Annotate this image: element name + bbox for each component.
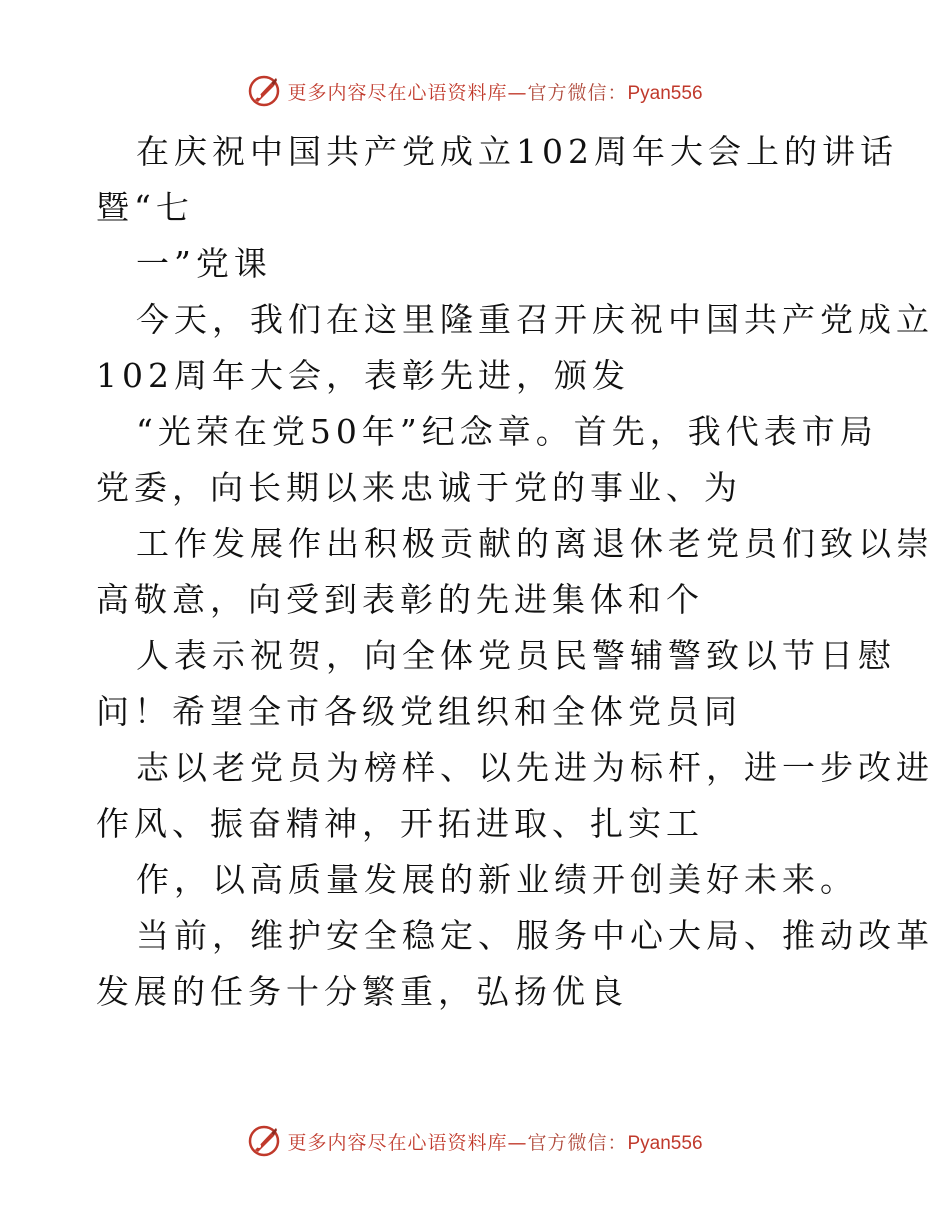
banner-separator: — bbox=[507, 1131, 528, 1154]
paragraph-line: 志以老党员为榜样、以先进为标杆，进一步改进 bbox=[136, 748, 934, 787]
document-title-line: 暨“七 bbox=[96, 188, 194, 227]
banner-official-label: 官方微信： bbox=[527, 81, 628, 104]
banner-wechat-id: Pyan556 bbox=[627, 1132, 703, 1154]
paragraph-line: 工作发展作出积极贡献的离退休老党员们致以崇 bbox=[136, 524, 934, 563]
paragraph-line: 发展的任务十分繁重，弘扬优良 bbox=[96, 972, 628, 1011]
footer-banner bbox=[0, 1121, 950, 1161]
paragraph-line: 党委，向长期以来忠诚于党的事业、为 bbox=[96, 468, 742, 507]
paragraph-line: 102周年大会，表彰先进，颁发 bbox=[96, 356, 630, 395]
banner-text bbox=[287, 1128, 702, 1155]
document-body bbox=[96, 124, 934, 1020]
banner-separator: — bbox=[507, 81, 528, 104]
banner-wechat-id: Pyan556 bbox=[627, 82, 703, 104]
banner-slogan: 更多内容尽在心语资料库 bbox=[287, 1131, 508, 1154]
quill-pen-logo-icon bbox=[247, 1124, 281, 1158]
paragraph-line: 问！希望全市各级党组织和全体党员同 bbox=[96, 692, 742, 731]
paragraph-line: 高敬意，向受到表彰的先进集体和个 bbox=[96, 580, 704, 619]
paragraph-line: 今天，我们在这里隆重召开庆祝中国共产党成立 bbox=[136, 300, 934, 339]
header-banner bbox=[0, 71, 950, 111]
banner-text bbox=[287, 78, 702, 105]
paragraph-line: 人表示祝贺，向全体党员民警辅警致以节日慰 bbox=[136, 636, 896, 675]
document-title-line: 在庆祝中国共产党成立102周年大会上的讲话 bbox=[136, 132, 898, 171]
paragraph-line: 作，以高质量发展的新业绩开创美好未来。 bbox=[136, 860, 858, 899]
document-title-line: 一”党课 bbox=[136, 244, 272, 283]
paragraph-line: 作风、振奋精神，开拓进取、扎实工 bbox=[96, 804, 704, 843]
quill-pen-logo-icon bbox=[247, 74, 281, 108]
paragraph-line: 当前，维护安全稳定、服务中心大局、推动改革 bbox=[136, 916, 934, 955]
banner-slogan: 更多内容尽在心语资料库 bbox=[287, 81, 508, 104]
paragraph-line: “光荣在党50年”纪念章。首先，我代表市局 bbox=[136, 412, 878, 451]
banner-official-label: 官方微信： bbox=[527, 1131, 628, 1154]
